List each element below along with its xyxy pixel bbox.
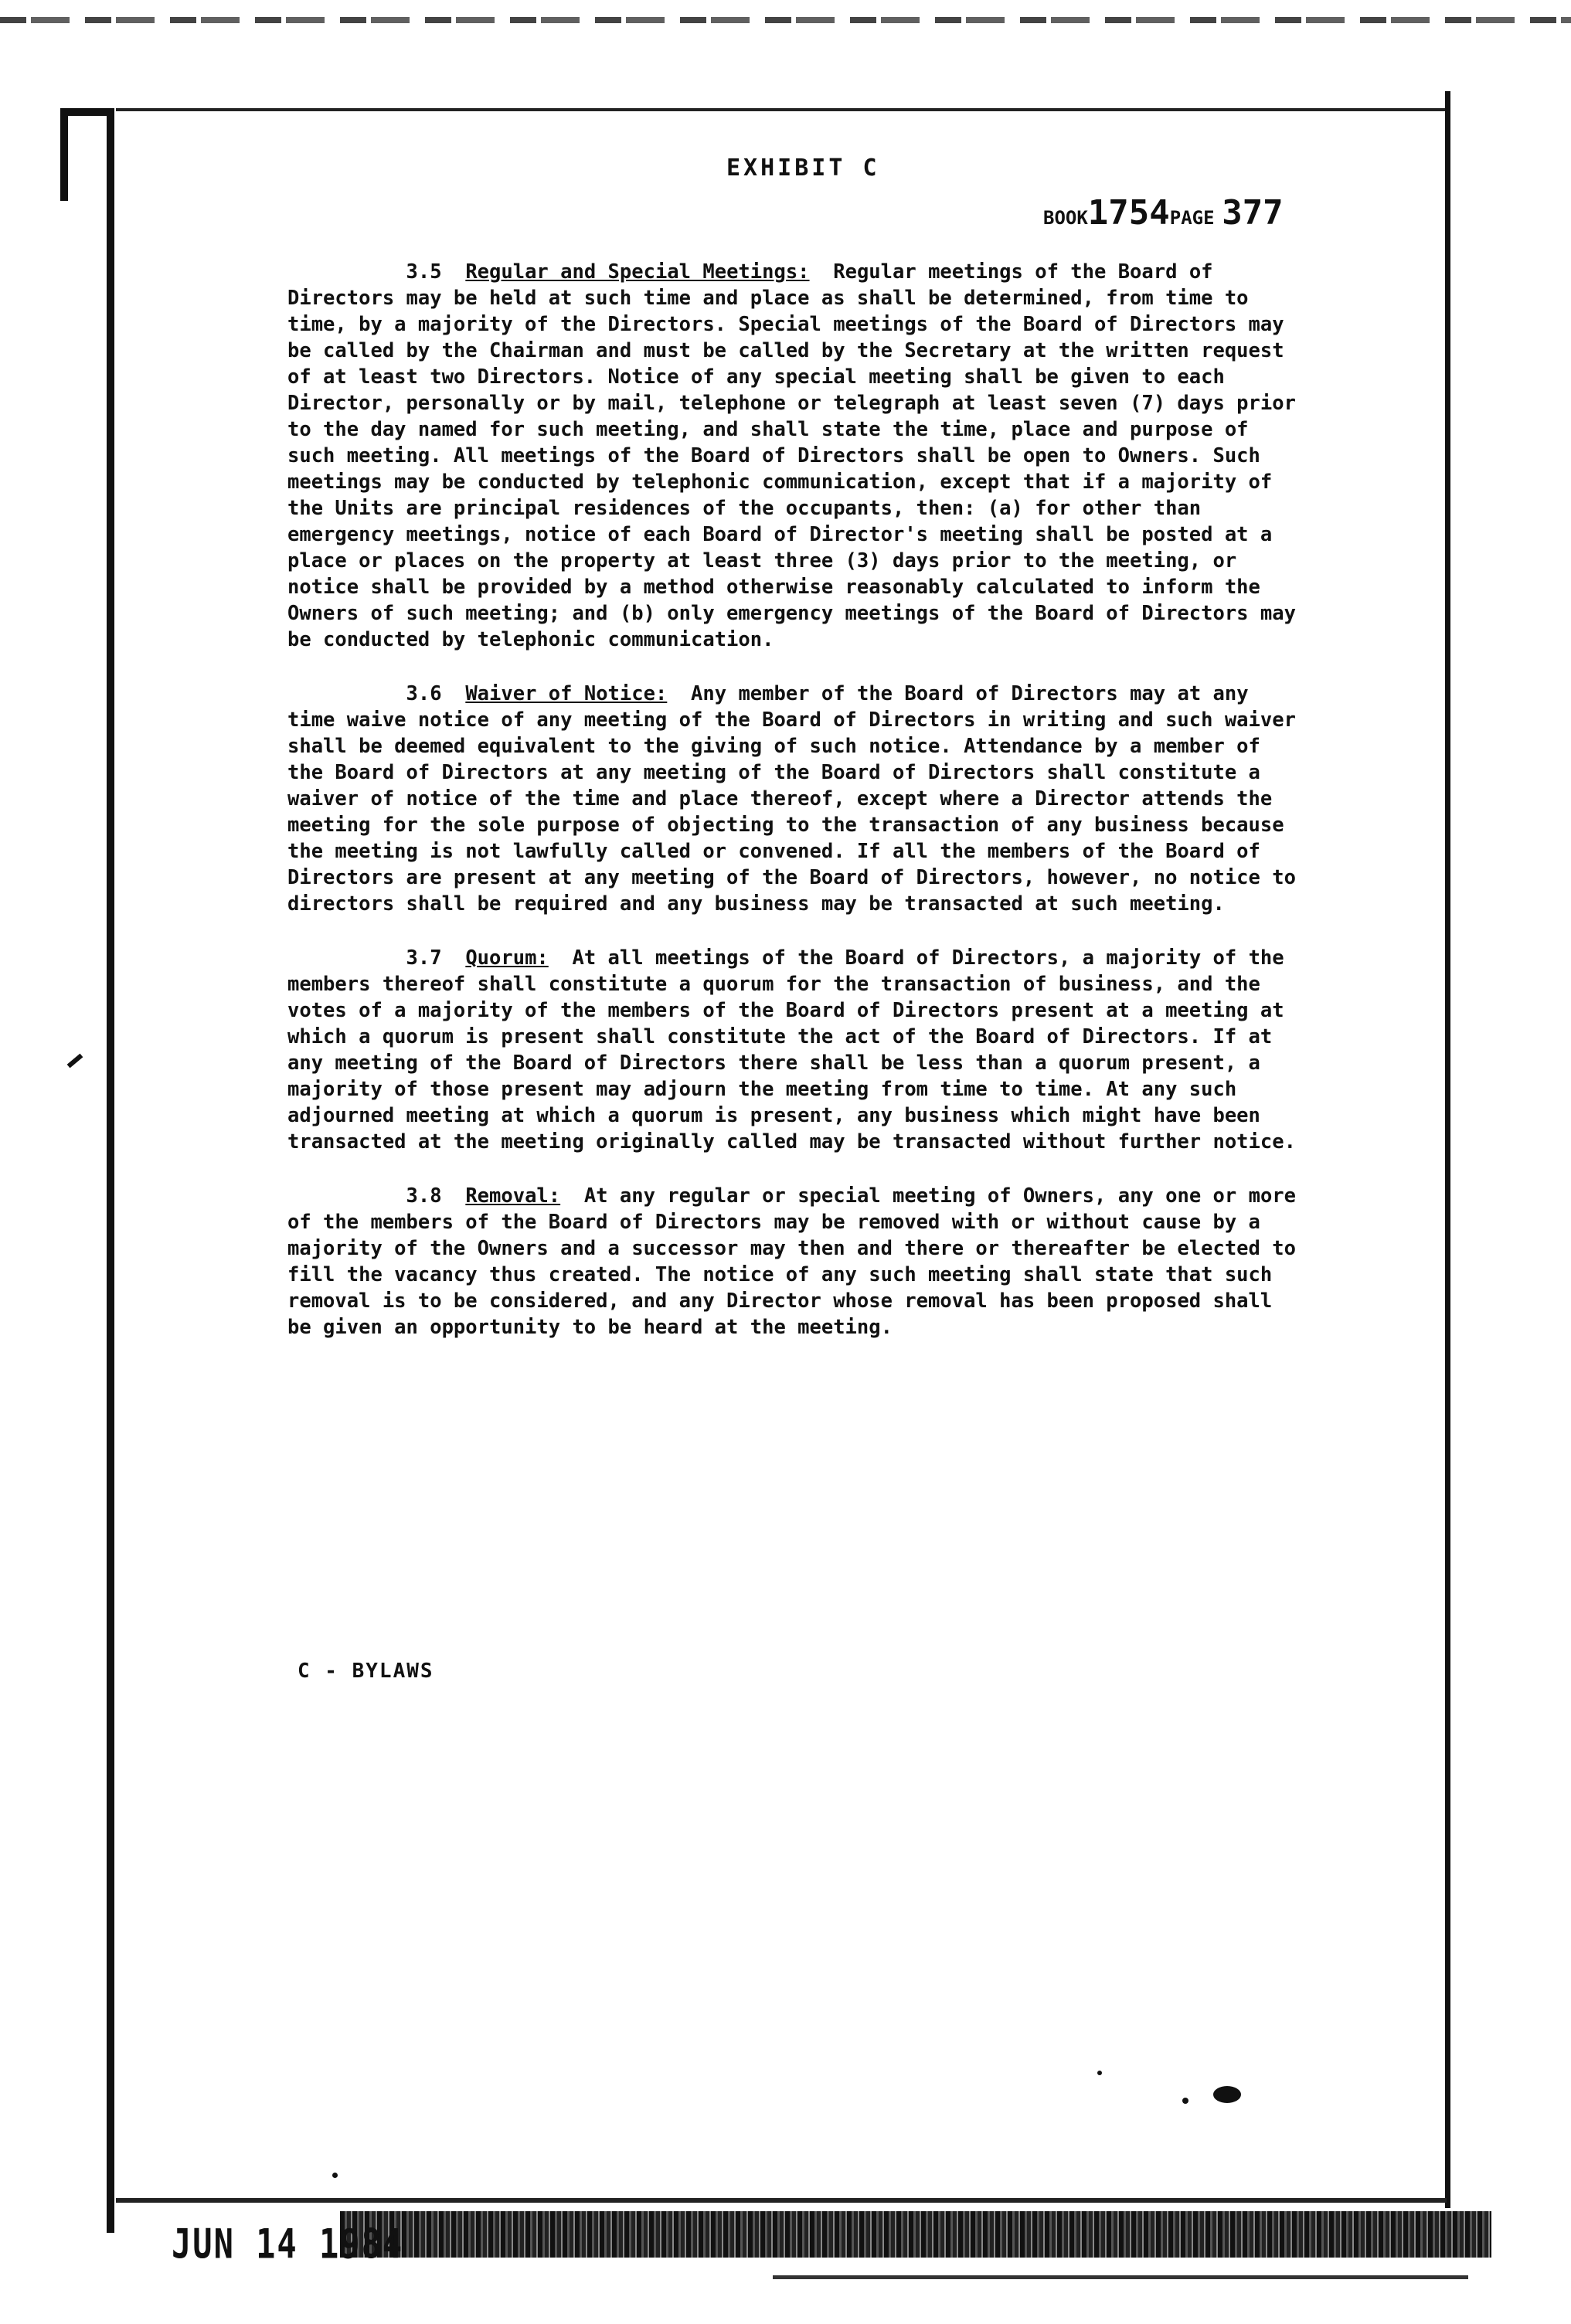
section-heading: Quorum: <box>465 946 549 970</box>
exhibit-title: EXHIBIT C <box>726 155 880 182</box>
book-prefix: BOOK <box>1043 207 1088 229</box>
document-body <box>287 259 1307 1368</box>
page-corner-mark <box>60 108 108 201</box>
date-stamp: JUN 14 1984 <box>172 2220 404 2268</box>
page-border-left <box>107 108 114 2233</box>
section-number: 3.8 <box>406 1184 442 1208</box>
section-heading: Waiver of Notice: <box>465 682 668 705</box>
section-paragraph <box>287 1183 1307 1340</box>
scan-speck <box>332 2173 338 2178</box>
scan-stamp-bar <box>340 2211 1491 2258</box>
section-number: 3.5 <box>406 260 442 284</box>
section-number: 3.7 <box>406 946 442 970</box>
section-paragraph <box>287 945 1307 1155</box>
section-text: Regular meetings of the Board of Directors may be held at such time and place as shall be determined, from time to time, by a majority of the Directors. Special meetings of the Board of Directors may be called by the Chairman and must be called by the Secretary at the written request of at least two Directors. Notice of any special meeting shall be given to each Director, personally or by mail, telephone or telegraph at least seven (7) days prior to the day named for such meeting, and shall state the time, place and purpose of such meeting. All meetings of the Board of Directors shall be open to Owners. Such meetings may be conducted by telephonic communication, except that if a majority of the Units are principal residences of the occupants, then: (a) for other than emergency meetings, notice of each Board of Director's meeting shall be posted at a place or places on the property at least three (3) days prior to the meeting, or notice shall be provided by a method otherwise reasonably calculated to inform the Owners of such meeting; and (b) only emergency meetings of the Board of Directors may be conducted by telephonic communication. <box>287 260 1308 651</box>
scan-speck <box>1213 2086 1241 2103</box>
margin-mark <box>67 1054 83 1069</box>
page-border-bottom <box>116 2198 1447 2203</box>
section-heading: Removal: <box>465 1184 561 1208</box>
footer-label: C - BYLAWS <box>298 1660 434 1683</box>
bottom-rule <box>773 2275 1468 2279</box>
page-number: 377 <box>1222 193 1284 233</box>
book-page-reference <box>1043 193 1306 233</box>
page-prefix: PAGE <box>1169 207 1215 229</box>
section-text: Any member of the Board of Directors may at any time waive notice of any meeting of the Board of Directors in writing and such waiver shall be deemed equivalent to the giving of such notice. Attendance by a member of the Board of Directors at any meeting of the Board of Directors shall constitute a waiver of notice of the time and place thereof, except where a Director attends the meeting for the sole purpose of objecting to the transaction of any business because the meeting is not lawfully called or convened. If all the members of the Board of Directors are present at any meeting of the Board of Directors, however, no notice to directors shall be required and any business may be transacted at such meeting. <box>287 682 1308 916</box>
scan-speck <box>1097 2071 1102 2075</box>
scan-edge-noise <box>0 17 1571 23</box>
section-number: 3.6 <box>406 682 442 705</box>
book-number: 1754 <box>1087 193 1170 233</box>
scan-speck <box>1182 2098 1188 2104</box>
section-paragraph <box>287 681 1307 917</box>
section-text: At any regular or special meeting of Owners, any one or more of the members of the Board of Directors may be removed with or without cause by a majority of the Owners and a successor may then and there or thereafter be elected to fill the vacancy thus created. The notice of any such meeting shall state that such removal is to be considered, and any Director whose removal has been proposed shall be given an opportunity to be heard at the meeting. <box>287 1184 1308 1339</box>
page-border-right <box>1445 91 1450 2208</box>
page-border-top <box>116 108 1447 111</box>
section-text: At all meetings of the Board of Directors, a majority of the members thereof shall constitute a quorum for the transaction of business, and the votes of a majority of the members of the Board of Directors present at a meeting at which a quorum is present shall constitute the act of the Board of Directors. If at any meeting of the Board of Directors there shall be less than a quorum present, a majority of those present may adjourn the meeting from time to time. At any such adjourned meeting at which a quorum is present, any business which might have been transacted at the meeting originally called may be transacted without further notice. <box>287 946 1296 1154</box>
section-heading: Regular and Special Meetings: <box>465 260 810 284</box>
section-paragraph <box>287 259 1307 653</box>
